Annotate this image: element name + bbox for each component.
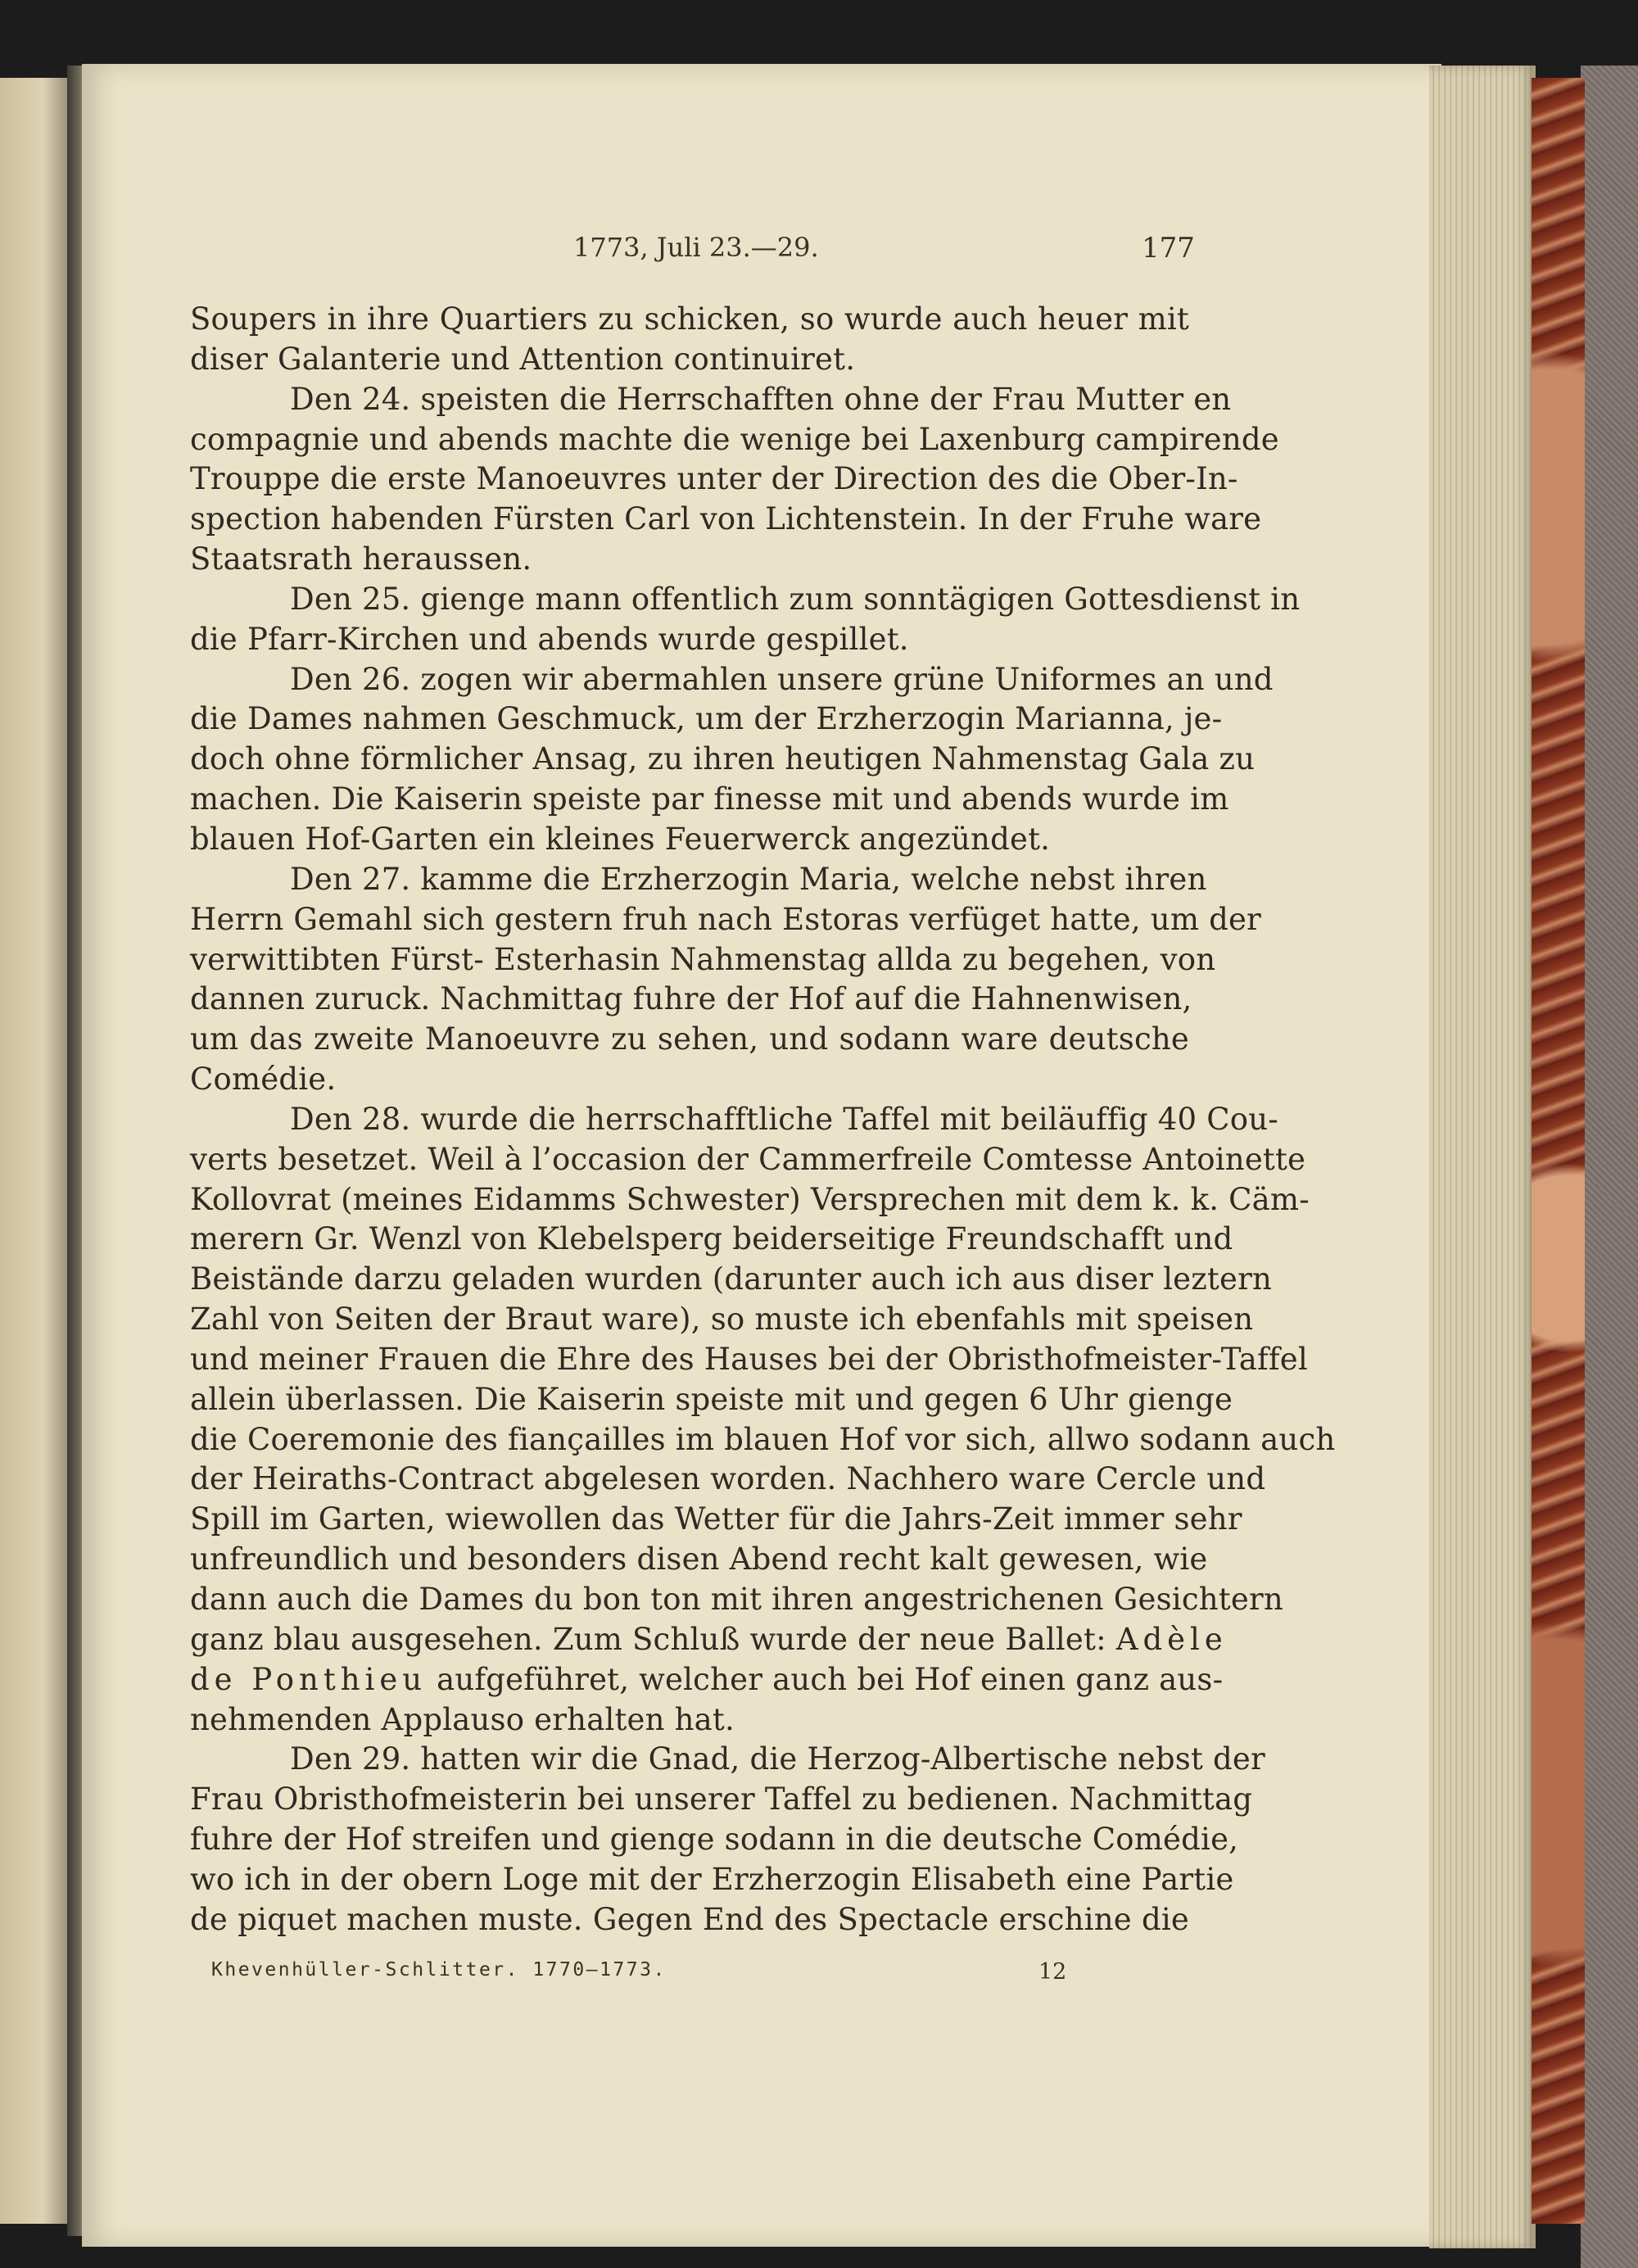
text-line: Staatsrath heraussen. [190, 541, 532, 577]
text-line: nehmenden Applauso erhalten hat. [190, 1701, 735, 1737]
text-line: unfreundlich und besonders disen Abend recht kalt gewesen, wie [190, 1541, 1208, 1578]
text-line: verwittibten Fürst- Esterhasin Nahmenstag allda zu begehen, von [190, 941, 1216, 977]
text-line: und meiner Frauen die Ehre des Hauses bei der Obristhofmeister-Taffel [190, 1341, 1308, 1377]
text-line: blauen Hof-Garten ein kleines Feuerwerck angezündet. [190, 821, 1051, 857]
marbled-binding [1532, 78, 1585, 2224]
paragraph-start-line: Den 29. hatten wir die Gnad, die Herzog-Albertische nebst der [290, 1741, 1265, 1777]
sheet-number: 12 [1038, 1959, 1067, 1985]
text-line: machen. Die Kaiserin speiste par finesse mit und abends wurde im [190, 781, 1229, 817]
paragraph-start-line: Den 25. gienge mann offentlich zum sonntägigen Gottesdienst in [290, 581, 1301, 617]
text-segment: aufgeführet, welcher auch bei Hof einen ganz aus- [437, 1661, 1224, 1697]
text-line: die Pfarr-Kirchen und abends wurde gespillet. [190, 621, 909, 657]
text-line: Zahl von Seiten der Braut ware), so muste ich ebenfahls mit speisen [190, 1301, 1254, 1338]
text-line: Kollovrat (meines Eidamms Schwester) Versprechen mit dem k. k. Cäm- [190, 1181, 1310, 1217]
text-line: de piquet machen muste. Gegen End des Spectacle erschine die [190, 1901, 1189, 1937]
body-text [190, 300, 1336, 1940]
paragraph-start-line: Den 28. wurde die herrschafftliche Taffel mit beiläuffig 40 Cou- [290, 1101, 1278, 1137]
paragraph-start-line: Den 27. kamme die Erzherzogin Maria, welche nebst ihren [290, 861, 1207, 897]
text-line: doch ohne förmlicher Ansag, zu ihren heutigen Nahmenstag Gala zu [190, 741, 1256, 777]
text-line: wo ich in der obern Loge mit der Erzherzogin Elisabeth eine Partie [190, 1861, 1234, 1897]
text-line: Soupers in ihre Quartiers zu schicken, so wurde auch heuer mit [190, 301, 1189, 337]
ballet-title-part: de Ponthieu [190, 1661, 428, 1697]
text-line: Beistände darzu geladen wurden (darunter auch ich aus diser leztern [190, 1261, 1273, 1297]
text-segment: ganz blau ausgesehen. Zum Schluß wurde der neue Ballet: [190, 1621, 1106, 1657]
text-line: verts besetzet. Weil à l’occasion der Cammerfreile Comtesse Antoinette [190, 1141, 1306, 1177]
background-cloth [1581, 66, 1638, 2268]
text-line: Trouppe die erste Manoeuvres unter der Direction des die Ober-In- [190, 461, 1238, 497]
text-line: merern Gr. Wenzl von Klebelsperg beiderseitige Freundschafft und [190, 1221, 1233, 1257]
text-line: spection habenden Fürsten Carl von Lichtenstein. In der Fruhe ware [190, 501, 1262, 537]
page-header [0, 232, 1638, 281]
text-line: Spill im Garten, wiewollen das Wetter für die Jahrs-Zeit immer sehr [190, 1501, 1242, 1537]
text-line: dann auch die Dames du bon ton mit ihren angestrichenen Gesichtern [190, 1582, 1283, 1617]
ballet-title-part: Adèle [1115, 1621, 1228, 1657]
printer-signature: Khevenhüller-Schlitter. 1770—1773. [211, 1959, 667, 1981]
page-number: 177 [1142, 232, 1195, 265]
text-line: die Dames nahmen Geschmuck, um der Erzherzogin Marianna, je- [190, 701, 1223, 737]
text-line [190, 1620, 1228, 1660]
text-line: allein überlassen. Die Kaiserin speiste mit und gegen 6 Uhr gienge [190, 1381, 1233, 1417]
paragraph-start-line: Den 24. speisten die Herrschafften ohne der Frau Mutter en [290, 381, 1232, 417]
paragraph-start-line: Den 26. zogen wir abermahlen unsere grüne Uniformes an und [290, 661, 1274, 697]
text-line: Herrn Gemahl sich gestern fruh nach Estoras verfüget hatte, um der [190, 901, 1261, 937]
text-line: compagnie und abends machte die wenige bei Laxenburg campirende [190, 421, 1279, 457]
text-line: die Coeremonie des fiançailles im blauen Hof vor sich, allwo sodann auch [190, 1421, 1336, 1457]
text-line: der Heiraths-Contract abgelesen worden. Nachhero ware Cercle und [190, 1461, 1266, 1497]
text-line [190, 1660, 1224, 1700]
text-line: dannen zuruck. Nachmittag fuhre der Hof auf die Hahnenwisen, [190, 981, 1192, 1017]
text-line: Frau Obristhofmeisterin bei unserer Taffel zu bedienen. Nachmittag [190, 1781, 1253, 1818]
facing-page-edge [0, 78, 72, 2224]
text-line: um das zweite Manoeuvre zu sehen, und sodann ware deutsche [190, 1021, 1189, 1057]
text-line: fuhre der Hof streifen und gienge sodann in die deutsche Comédie, [190, 1822, 1239, 1858]
text-line: diser Galanterie und Attention continuiret. [190, 341, 856, 377]
page-block-edges [1429, 66, 1536, 2248]
text-line: Comédie. [190, 1062, 337, 1098]
running-head: 1773, Juli 23.—29. [573, 232, 819, 263]
